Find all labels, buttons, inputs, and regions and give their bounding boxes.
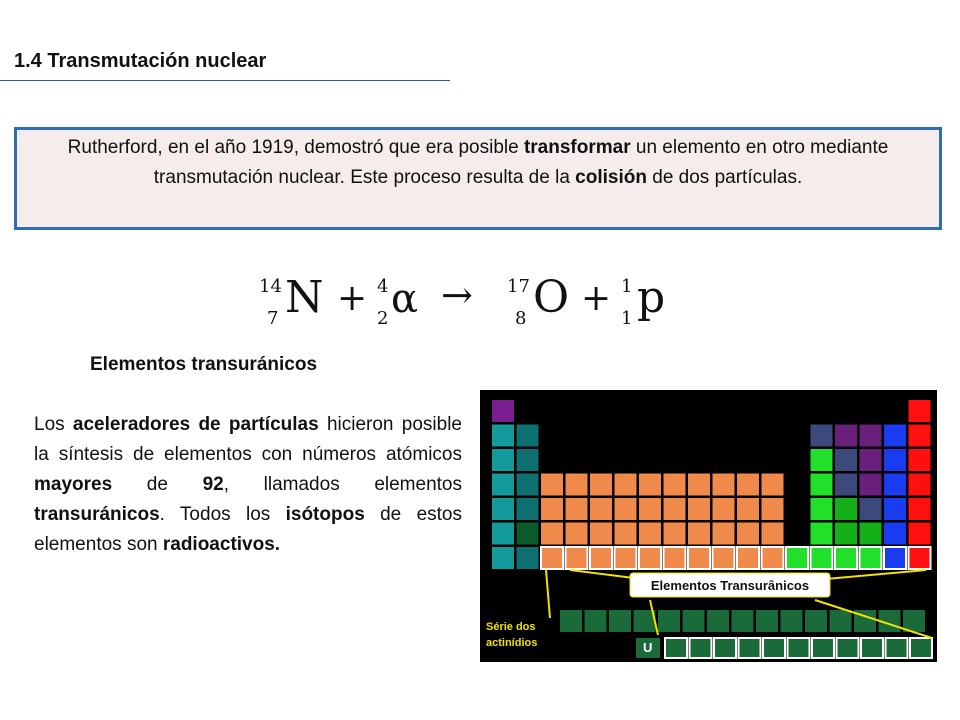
element-cell <box>713 474 735 496</box>
actinide-cell <box>560 610 582 632</box>
para-bold-isotopos: isótopos <box>285 504 365 525</box>
element-cell <box>737 498 759 520</box>
element-cell <box>762 523 784 545</box>
element-cell <box>909 523 931 545</box>
element-cell <box>664 498 686 520</box>
transuranic-actinide-cell <box>739 638 761 658</box>
element-cell <box>909 425 931 447</box>
intro-bold-transformar: transformar <box>523 137 631 158</box>
section-title: 1.4 Transmutación nuclear <box>14 50 267 72</box>
element-cell <box>884 498 906 520</box>
element-cell <box>688 474 710 496</box>
element-cell <box>517 449 539 471</box>
element-cell <box>664 523 686 545</box>
element-cell <box>492 547 514 569</box>
actinide-cell <box>609 610 631 632</box>
element-cell <box>713 523 735 545</box>
actinide-cell <box>805 610 827 632</box>
transuranic-element-cell <box>909 547 931 569</box>
transuranic-actinide-cell <box>665 638 687 658</box>
transuranic-element-cell <box>811 547 833 569</box>
transuranic-element-cell <box>688 547 710 569</box>
actinide-series-label-2: actinídios <box>486 637 538 649</box>
element-cell <box>909 449 931 471</box>
actinide-series-label-1: Série dos <box>486 621 536 633</box>
element-cell <box>492 449 514 471</box>
transuranic-actinide-cell <box>886 638 908 658</box>
transuranic-actinide-cell <box>837 638 859 658</box>
transuranic-actinide-cell <box>690 638 712 658</box>
element-cell <box>835 474 857 496</box>
oxygen-symbol: O <box>533 272 570 323</box>
element-cell <box>517 425 539 447</box>
nuclear-equation <box>245 260 685 340</box>
element-cell <box>860 523 882 545</box>
actinide-cell <box>585 610 607 632</box>
element-cell <box>737 523 759 545</box>
transuranic-element-cell <box>541 547 563 569</box>
callout-line-left <box>546 570 550 618</box>
para-text-1: Los <box>34 414 73 435</box>
reaction-arrow: → <box>441 273 473 317</box>
element-cell <box>688 523 710 545</box>
element-cell <box>566 523 588 545</box>
oxygen-mass-number: 17 <box>507 276 530 297</box>
transuranic-element-cell <box>664 547 686 569</box>
transuranic-actinide-cell <box>910 638 932 658</box>
para-text-6: de estos elementos son <box>34 504 463 555</box>
actinide-cell <box>707 610 729 632</box>
element-cell <box>639 523 661 545</box>
element-cell <box>860 498 882 520</box>
para-text-5: . Todos los <box>159 504 286 525</box>
element-cell <box>492 523 514 545</box>
transuranic-element-cell <box>713 547 735 569</box>
element-cell <box>860 474 882 496</box>
element-cell <box>884 425 906 447</box>
element-cell <box>517 523 539 545</box>
element-cell <box>615 523 637 545</box>
para-text-3: de <box>112 474 203 495</box>
element-cell <box>884 523 906 545</box>
transuranic-element-cell <box>835 547 857 569</box>
element-cell <box>909 400 931 422</box>
element-cell <box>811 449 833 471</box>
para-bold-transuranicos: transuránicos <box>34 504 160 525</box>
element-cell <box>517 498 539 520</box>
element-cell <box>639 498 661 520</box>
element-cell <box>492 498 514 520</box>
actinide-cell <box>732 610 754 632</box>
element-cell <box>811 523 833 545</box>
element-cell <box>590 523 612 545</box>
element-cell <box>909 498 931 520</box>
element-cell <box>713 498 735 520</box>
element-cell <box>688 498 710 520</box>
plus-sign-1: + <box>337 278 368 319</box>
transuranic-element-cell <box>590 547 612 569</box>
proton-atomic-number: 1 <box>621 308 633 329</box>
element-cell <box>811 498 833 520</box>
actinide-cell <box>756 610 778 632</box>
para-text-4: , llamados elementos <box>223 474 462 495</box>
actinide-cell <box>683 610 705 632</box>
element-cell <box>860 425 882 447</box>
para-bold-radioactivos: radioactivos. <box>162 534 281 555</box>
nitrogen-symbol: N <box>285 272 324 323</box>
periodic-table-cells <box>492 400 932 658</box>
element-cell <box>762 474 784 496</box>
element-cell <box>884 474 906 496</box>
oxygen-atomic-number: 8 <box>515 308 527 329</box>
element-cell <box>909 474 931 496</box>
proton-mass-number: 1 <box>621 276 633 297</box>
element-cell <box>492 425 514 447</box>
element-cell <box>615 498 637 520</box>
element-cell <box>737 474 759 496</box>
transuranic-element-cell <box>860 547 882 569</box>
element-cell <box>615 474 637 496</box>
para-bold-mayores: mayores <box>34 474 113 495</box>
transuranic-heading: Elementos transuránicos <box>90 354 318 375</box>
transuranic-element-cell <box>639 547 661 569</box>
rutherford-callout <box>14 127 942 230</box>
transuranic-element-cell <box>615 547 637 569</box>
transuranic-element-cell <box>737 547 759 569</box>
element-cell <box>860 449 882 471</box>
transuranic-actinide-cell <box>812 638 834 658</box>
element-cell <box>492 474 514 496</box>
actinide-cell <box>830 610 852 632</box>
transuranic-callout-label: Elementos Transurânicos <box>650 578 810 593</box>
element-cell <box>541 474 563 496</box>
element-cell <box>811 425 833 447</box>
element-cell <box>492 400 514 422</box>
transuranic-element-cell <box>884 547 906 569</box>
periodic-table-graphic <box>480 390 937 662</box>
intro-text-2: un elemento en otro mediante transmutación nuclear. Este proceso resulta de la <box>153 137 889 188</box>
element-cell <box>884 449 906 471</box>
intro-text-3: de dos partículas. <box>646 167 803 188</box>
element-cell <box>835 449 857 471</box>
alpha-symbol: α <box>391 276 419 322</box>
element-cell <box>835 498 857 520</box>
actinide-cell <box>658 610 680 632</box>
transuranic-actinide-cell <box>763 638 785 658</box>
element-cell <box>639 474 661 496</box>
element-cell <box>811 474 833 496</box>
element-cell <box>835 425 857 447</box>
nitrogen-mass-number: 14 <box>259 276 282 297</box>
para-bold-92: 92 <box>202 474 224 495</box>
transuranic-element-cell <box>762 547 784 569</box>
para-bold-aceleradores: aceleradores de partículas <box>72 414 319 435</box>
alpha-atomic-number: 2 <box>377 308 389 329</box>
actinide-cell <box>781 610 803 632</box>
transuranic-element-cell <box>786 547 808 569</box>
element-cell <box>517 547 539 569</box>
element-cell <box>835 523 857 545</box>
intro-bold-colision: colisión <box>575 167 647 188</box>
para-text-2: hicieron posible la síntesis de elementos con números atómicos <box>34 414 462 465</box>
element-cell <box>762 498 784 520</box>
alpha-mass-number: 4 <box>377 276 389 297</box>
periodic-table-image <box>480 390 937 662</box>
element-cell <box>541 523 563 545</box>
proton-symbol: p <box>637 272 666 323</box>
plus-sign-2: + <box>581 278 612 319</box>
transuranic-actinide-cell <box>714 638 736 658</box>
element-cell <box>517 474 539 496</box>
element-cell <box>664 474 686 496</box>
element-cell <box>566 498 588 520</box>
transuranic-actinide-cell <box>861 638 883 658</box>
element-cell <box>541 498 563 520</box>
title-underline <box>0 80 450 81</box>
intro-text-1: Rutherford, en el año 1919, demostró que era posible <box>67 137 524 158</box>
element-cell <box>590 498 612 520</box>
transuranic-actinide-cell <box>788 638 810 658</box>
transuranic-paragraph <box>34 410 462 560</box>
element-cell <box>590 474 612 496</box>
element-cell <box>566 474 588 496</box>
callout-line-from-box-right <box>815 570 926 580</box>
transuranic-element-cell <box>566 547 588 569</box>
uranium-label: U <box>643 640 653 655</box>
nitrogen-atomic-number: 7 <box>267 308 279 329</box>
